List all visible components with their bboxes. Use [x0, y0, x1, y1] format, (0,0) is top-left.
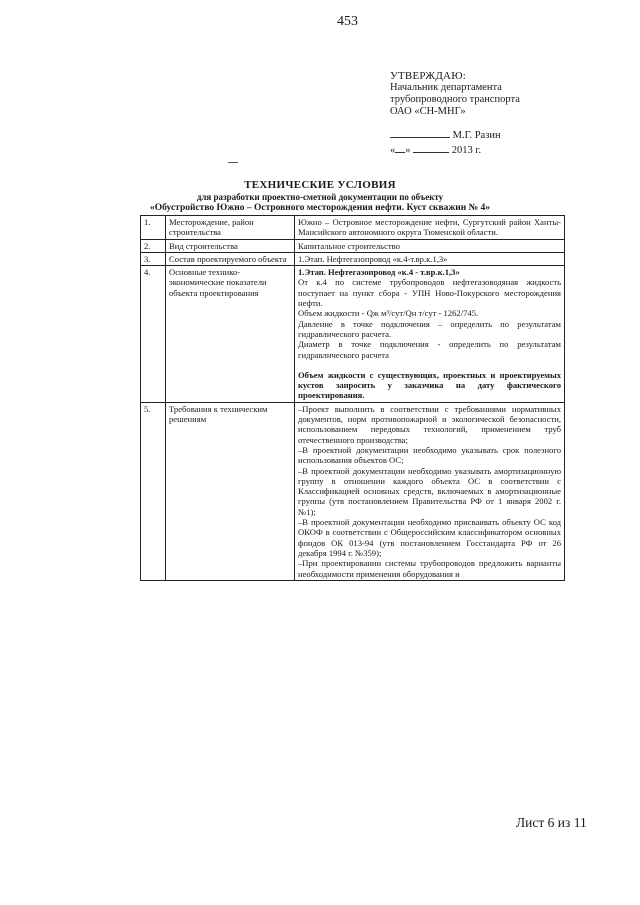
signer-name: М.Г. Разин	[452, 130, 501, 141]
row-number: 1.	[141, 216, 166, 240]
table-row	[141, 252, 565, 265]
sheet-counter: Лист 6 из 11	[516, 815, 587, 830]
row-number: 4.	[141, 266, 166, 403]
title-main: ТЕХНИЧЕСКИЕ УСЛОВИЯ	[244, 179, 396, 191]
title-purpose: для разработки проектно-сметной документации по объекту	[196, 192, 444, 202]
approval-position: Начальник департамента	[390, 82, 502, 93]
margin-mark	[228, 162, 238, 163]
approval-date	[390, 143, 520, 157]
row-number: 3.	[141, 252, 166, 265]
requirement-item: –Проект выполнить в соответствии с требованиями нормативных документов, норм противопожарной и экологической безопасности, использованием передовых технологий, применением труб отечественного производства;	[298, 403, 561, 445]
requirement-item: –В проектной документации необходимо указывать амортизационную группу в отношении каждого объекта ОС в соответствии с Классификацией основных средств, включаемых в амортизационные группы (утв постановлением Правительства РФ от 1 января 2002 г. №1);	[298, 465, 561, 517]
liquid-volume: Объем жидкости - Qж м³/сут/Qн т/сут - 1262/745.	[298, 308, 479, 319]
row-name: Вид строительства	[166, 239, 295, 252]
row-name: Состав проектируемого объекта	[166, 252, 295, 265]
approval-company: ОАО «СН-МНГ»	[390, 106, 466, 117]
requirement-item: –В проектной документации необходимо указывать срок полезного использования объектов ОС;	[298, 444, 561, 466]
row-name: Требования к техническим решениям	[166, 402, 295, 580]
requirement-item: –При проектировании системы трубопроводов предложить варианты необходимости применения оборудования и	[298, 558, 561, 579]
requirement-item: –В проектной документации необходимо присваивать объекту ОС код ОКОФ в соответствии с Общероссийским классификатором основных фондов ОК 013-94 (утв постановлением Госстандарта РФ от 26 декабря 1994 г. №359);	[298, 517, 561, 558]
row-value: 1.Этап. Нефтегазопровод «к.4-т.вр.к.1,3»	[295, 252, 565, 265]
day-blank	[395, 143, 405, 153]
row-name: Основные технико-экономические показатели объекта проектирования	[166, 266, 295, 403]
date-year: 2013 г.	[451, 145, 482, 156]
connection-pressure: Давление в точке подключения – определить по результатам гидравлического расчета.	[298, 318, 561, 339]
title-object: «Обустройство Южно – Островного месторождения нефти. Куст скважин № 4»	[149, 203, 491, 213]
table-row	[141, 216, 565, 240]
volume-note: Объем жидкости с существующих, проектных и проектируемых кустов запросить у заказчика на дату фактического проектирования.	[298, 369, 561, 401]
approval-heading: УТВЕРЖДАЮ:	[390, 70, 466, 82]
date-quote-close: »	[405, 145, 411, 156]
row-value: Капитальное строительство	[295, 239, 565, 252]
flow-description: От к.4 по системе трубопроводов нефтегазоводяная жидкость поступает на пункт сбора - УПН Ново-Покурского месторождения нефти.	[298, 277, 561, 309]
document-title	[0, 179, 640, 214]
spec-table	[140, 215, 565, 581]
table-row	[141, 402, 565, 580]
approval-block	[390, 70, 520, 157]
row-value	[295, 402, 565, 580]
approval-department: трубопроводного транспорта	[390, 94, 520, 105]
row-value	[295, 266, 565, 403]
date-quote-open: «	[390, 145, 396, 156]
row-name: Месторождение, район строительства	[166, 216, 295, 240]
table-row	[141, 266, 565, 403]
row-number: 2.	[141, 239, 166, 252]
row-value: Южно – Островное месторождение нефти, Сургутский район Ханты-Мансийского автономного округа Тюменской области.	[295, 216, 565, 240]
signature-blank	[390, 128, 450, 138]
page-number: 453	[337, 14, 358, 29]
stage-heading: 1.Этап. Нефтегазопровод «к.4 - т.вр.к.1,3»	[298, 267, 460, 278]
table-row	[141, 239, 565, 252]
signature-line	[390, 128, 520, 142]
month-blank	[413, 143, 449, 153]
row-number: 5.	[141, 402, 166, 580]
connection-diameter: Диаметр в точке подключения - определить по результатам гидравлического расчета	[298, 339, 561, 360]
